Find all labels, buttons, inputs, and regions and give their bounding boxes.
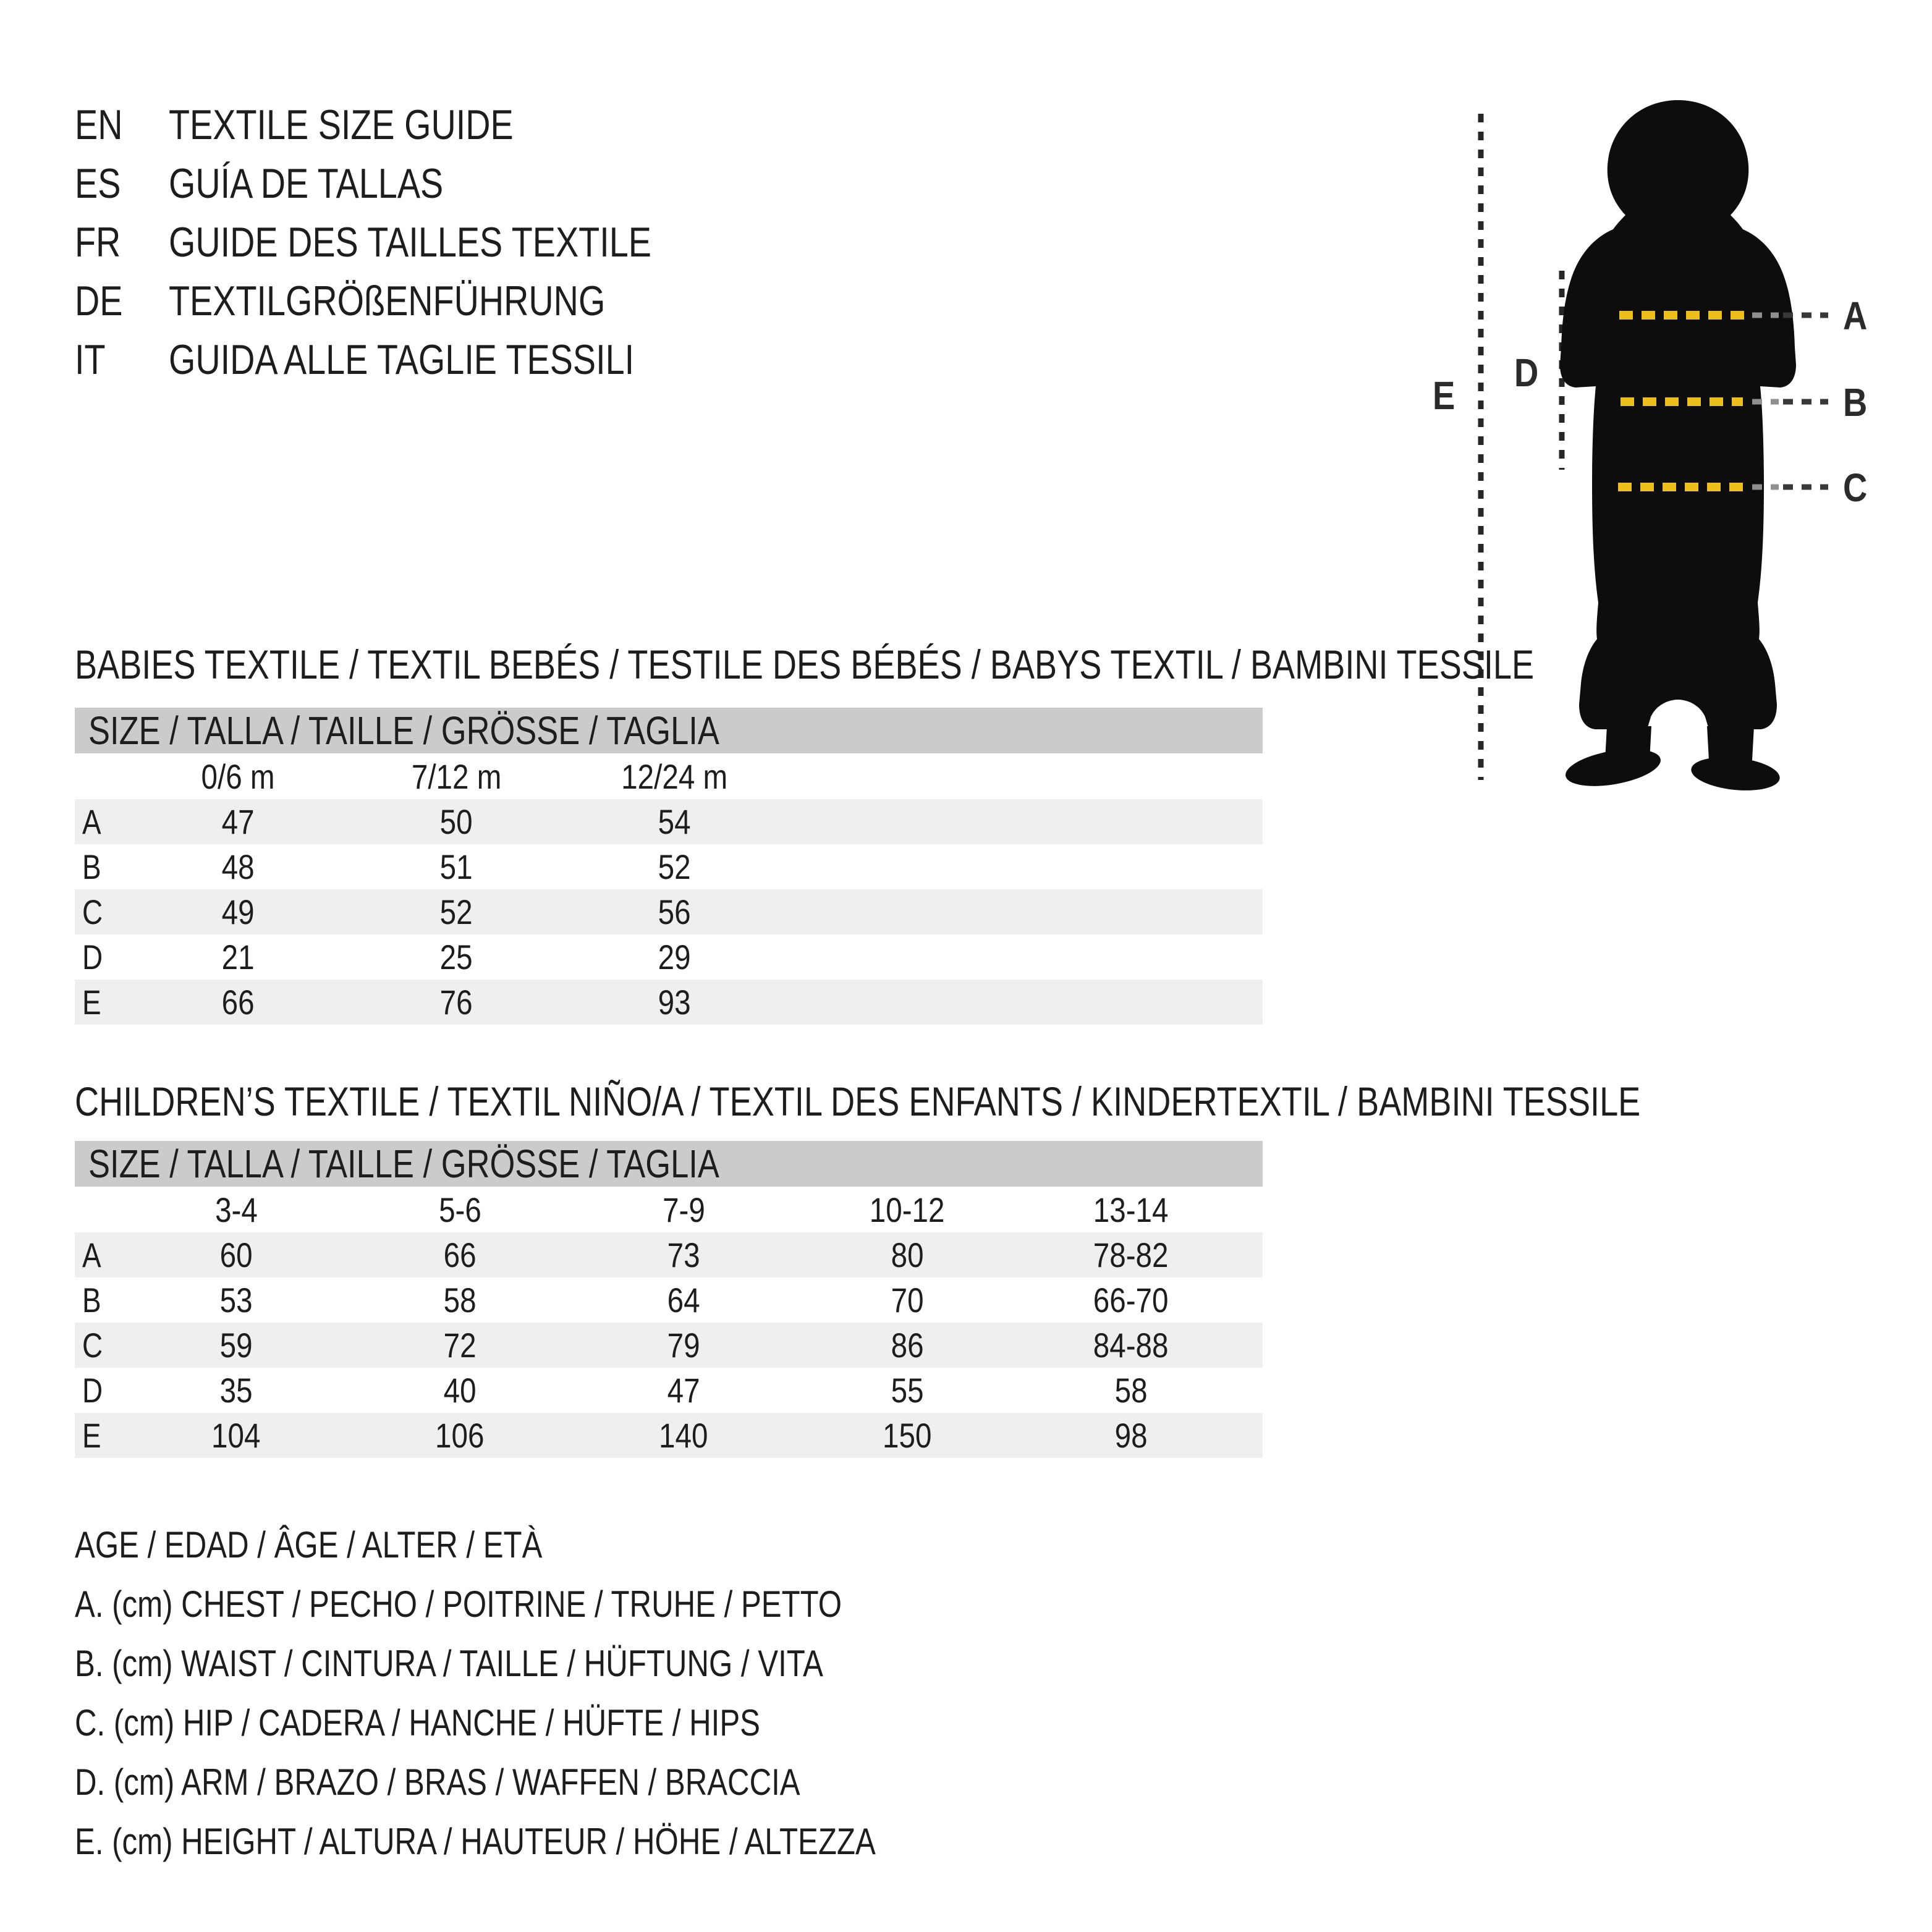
language-code: FR	[75, 219, 121, 266]
table-cell: 78-82	[1093, 1235, 1169, 1274]
table-cell: 70	[891, 1281, 924, 1320]
table-cell: 79	[667, 1326, 700, 1365]
children-column-header-row	[75, 1187, 1263, 1232]
table-row	[75, 889, 1263, 934]
babies-column-header-row	[75, 753, 1263, 799]
column-header: 3-4	[214, 1190, 258, 1229]
row-label: E	[82, 983, 101, 1022]
table-cell: 66	[443, 1235, 477, 1274]
column-header: 13-14	[1093, 1190, 1169, 1229]
language-title: TEXTILE SIZE GUIDE	[169, 101, 514, 148]
table-cell: 55	[891, 1371, 924, 1410]
table-row	[75, 1368, 1263, 1413]
language-code: EN	[75, 101, 123, 148]
row-label: C	[82, 892, 103, 931]
legend-line-waist: B. (cm) WAIST / CINTURA / TAILLE / HÜFTUNG / VITA	[75, 1643, 823, 1684]
figure-label-b: B	[1843, 379, 1868, 425]
table-cell: 73	[667, 1235, 700, 1274]
table-cell: 47	[222, 802, 255, 841]
row-label: D	[82, 938, 103, 977]
table-cell: 86	[891, 1326, 924, 1365]
babies-section-title	[75, 644, 1854, 685]
table-cell: 106	[435, 1416, 485, 1455]
legend-line-arm: D. (cm) ARM / BRAZO / BRAS / WAFFEN / BRACCIA	[75, 1761, 800, 1803]
children-section-title	[75, 1078, 1932, 1124]
column-header: 12/24 m	[621, 756, 728, 796]
babies-size-header-bar	[75, 708, 1263, 753]
legend-line-chest: A. (cm) CHEST / PECHO / POITRINE / TRUHE / PETTO	[75, 1583, 842, 1625]
row-label: A	[82, 1235, 101, 1274]
figure-label-d: D	[1514, 350, 1539, 396]
figure-label-c: C	[1843, 465, 1868, 511]
column-header: 0/6 m	[201, 756, 276, 796]
row-label: B	[82, 1281, 101, 1320]
table-cell: 60	[219, 1235, 253, 1274]
table-cell: 25	[440, 938, 473, 977]
table-cell: 59	[219, 1326, 253, 1365]
table-cell: 48	[222, 847, 255, 886]
row-label: C	[82, 1326, 103, 1365]
table-cell: 64	[667, 1281, 700, 1320]
table-cell: 84-88	[1093, 1326, 1169, 1365]
legend-line-age: AGE / EDAD / ÂGE / ALTER / ETÀ	[75, 1524, 543, 1566]
table-row	[75, 1323, 1263, 1368]
table-cell: 80	[891, 1235, 924, 1274]
table-row	[75, 980, 1263, 1025]
language-title: TEXTILGRÖßENFÜHRUNG	[169, 278, 606, 324]
language-code: IT	[75, 336, 106, 383]
size-header-label: SIZE / TALLA / TAILLE / GRÖSSE / TAGLIA	[88, 1142, 719, 1186]
babies-size-table	[75, 708, 1263, 1025]
table-cell: 66-70	[1093, 1281, 1169, 1320]
table-cell: 76	[440, 983, 473, 1022]
column-header: 7/12 m	[411, 756, 502, 796]
legend-line-hip: C. (cm) HIP / CADERA / HANCHE / HÜFTE / HIPS	[75, 1702, 760, 1743]
table-row	[75, 934, 1263, 980]
figure-label-a: A	[1843, 293, 1868, 339]
figure-label-e: E	[1433, 373, 1455, 418]
column-header: 5-6	[438, 1190, 481, 1229]
table-cell: 29	[658, 938, 691, 977]
language-title: GUÍA DE TALLAS	[169, 160, 444, 207]
children-section-title-text: CHILDREN’S TEXTILE / TEXTIL NIÑO/A / TEXTIL DES ENFANTS / KINDERTEXTIL / BAMBINI TESSILE	[75, 1078, 1641, 1124]
babies-section-title-text: BABIES TEXTILE / TEXTIL BEBÉS / TESTILE DES BÉBÉS / BABYS TEXTIL / BAMBINI TESSILE	[75, 642, 1535, 687]
table-cell: 40	[443, 1371, 477, 1410]
table-cell: 47	[667, 1371, 700, 1410]
table-row	[75, 1413, 1263, 1458]
table-cell: 52	[658, 847, 691, 886]
table-cell: 72	[443, 1326, 477, 1365]
language-code: DE	[75, 278, 123, 324]
table-cell: 98	[1114, 1416, 1148, 1455]
table-cell: 56	[658, 892, 691, 931]
child-silhouette-icon	[1560, 100, 1796, 791]
table-cell: 140	[659, 1416, 708, 1455]
row-label: E	[82, 1416, 101, 1455]
children-size-table	[75, 1141, 1263, 1458]
children-size-header-bar	[75, 1141, 1263, 1187]
table-row	[75, 844, 1263, 889]
table-row	[75, 799, 1263, 844]
table-cell: 49	[222, 892, 255, 931]
column-header: 7-9	[662, 1190, 705, 1229]
table-cell: 35	[219, 1371, 253, 1410]
table-row	[75, 1232, 1263, 1277]
row-label: D	[82, 1371, 103, 1410]
language-code: ES	[75, 160, 121, 207]
table-cell: 51	[440, 847, 473, 886]
table-cell: 58	[443, 1281, 477, 1320]
column-header: 10-12	[870, 1190, 945, 1229]
table-cell: 54	[658, 802, 691, 841]
table-cell: 66	[222, 983, 255, 1022]
table-cell: 150	[883, 1416, 932, 1455]
table-cell: 93	[658, 983, 691, 1022]
language-title: GUIDE DES TAILLES TEXTILE	[169, 219, 651, 266]
language-title: GUIDA ALLE TAGLIE TESSILI	[169, 336, 635, 383]
table-cell: 52	[440, 892, 473, 931]
size-header-label: SIZE / TALLA / TAILLE / GRÖSSE / TAGLIA	[88, 708, 719, 753]
table-cell: 21	[222, 938, 255, 977]
table-cell: 58	[1114, 1371, 1148, 1410]
table-row	[75, 1277, 1263, 1323]
table-cell: 53	[219, 1281, 253, 1320]
row-label: A	[82, 802, 101, 841]
row-label: B	[82, 847, 101, 886]
table-cell: 50	[440, 802, 473, 841]
legend-line-height: E. (cm) HEIGHT / ALTURA / HAUTEUR / HÖHE / ALTEZZA	[75, 1821, 876, 1862]
table-cell: 104	[211, 1416, 261, 1455]
